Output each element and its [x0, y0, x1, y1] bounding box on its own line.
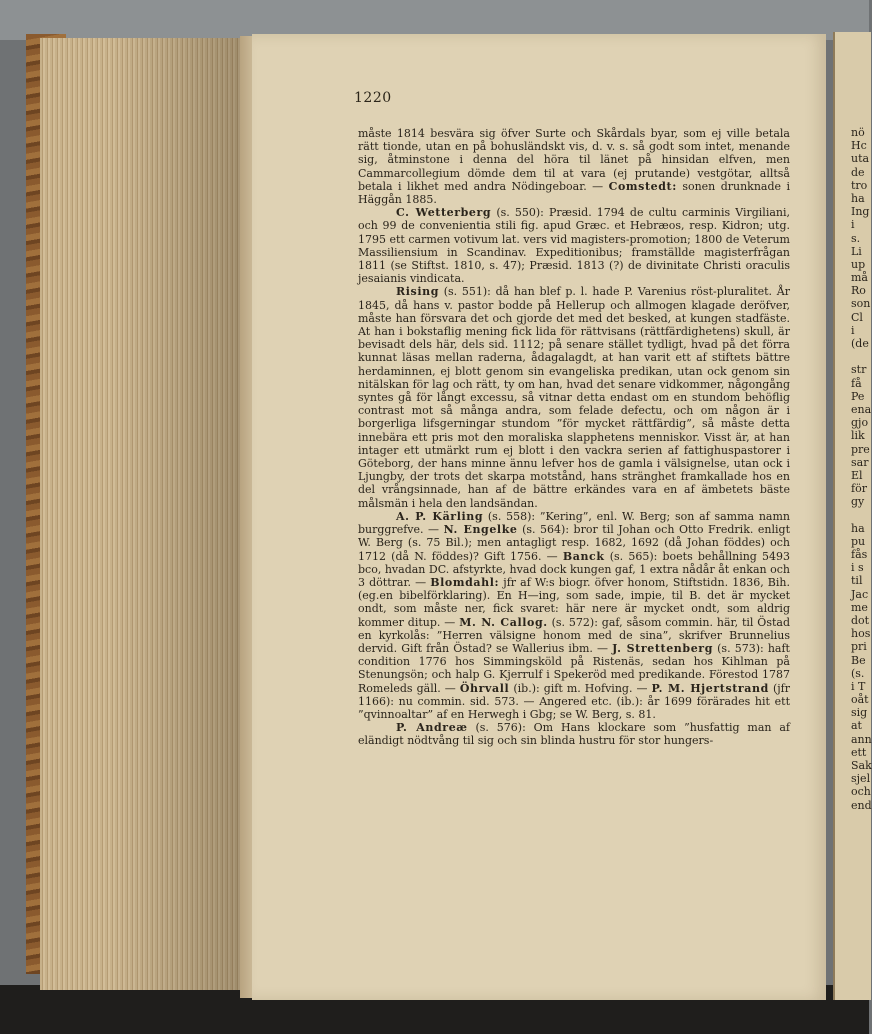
- right-page-fragment: hos: [851, 627, 871, 641]
- right-page-fragment: må: [851, 271, 868, 285]
- right-page-fragment: Be: [851, 653, 866, 667]
- right-page-fragment: Li: [851, 244, 862, 258]
- right-page-fragment: Sak: [851, 759, 872, 772]
- entry-heading: Öhrvall: [459, 681, 510, 695]
- paragraph-text: (s. 550): Præsid. 1794 de cultu carminis Virgiliani, och 99 de convenientia stili fig. apud Græc. et Hebræos, resp. Kidron; utg. 1795 ett carmen votivum lat. vers vid magisters-promotion; 1800 de Veterum Massiliensium in Scandinav. Expeditionibus; framställde magisterfrågan 1811 (se Stiftst. 1810, s. 47); Præsid. 1813 (?) de divinitate Christi oraculis jesaianis vindicata.: [358, 206, 791, 286]
- right-page-fragment: son: [851, 297, 871, 311]
- entry-heading: A. P. Kärling: [396, 509, 484, 523]
- right-page-fragment: (s.: [851, 666, 865, 680]
- right-page-fragment: (de: [851, 337, 869, 350]
- paragraph: [358, 206, 790, 285]
- right-page-fragment: pu: [851, 534, 866, 548]
- right-page-fragment: ha: [851, 521, 865, 535]
- entry-heading: M. N. Callog.: [459, 615, 548, 629]
- paragraph-text: (s. 564): bror til Johan och Otto Fredrik. enligt W. Berg (s. 75 Bil.); men antagligt resp. 1682, 1692 (då Johan föddes) och 1712 (då N. föddes)? Gift 1756. —: [358, 523, 790, 563]
- page-number: 1220: [354, 90, 392, 106]
- right-page-fragment: ha: [851, 191, 865, 205]
- entry-heading: J. Strettenberg: [612, 641, 713, 655]
- page-text-body: [358, 127, 790, 748]
- right-page-fragment: i T: [851, 679, 866, 693]
- right-page-fragment: s.: [851, 231, 861, 245]
- paragraph-text: (s. 576): Om Hans klockare som ”husfattig man af eländigt nödtvång til sig och sin blinda hustru för stor hungers-: [358, 721, 790, 748]
- page-stack-shadow: [110, 38, 240, 990]
- paragraph-text: (s. 573): haft condition 1776 hos Simmingsköld på Ristenäs, sedan hos Kihlman på Stenungsön; och halp G. Kjerrulf i Spekeröd med predikande. Förestod 1787 Romeleds gäll. —: [358, 641, 790, 695]
- right-page-fragment: dot: [851, 613, 870, 627]
- paragraph: [358, 127, 790, 206]
- paragraph: [358, 510, 790, 721]
- right-page-fragment: up: [851, 257, 866, 271]
- entry-heading: Banck: [562, 549, 605, 563]
- right-page-fragment: uta: [851, 152, 870, 166]
- entry-heading: P. M. Hjertstrand: [651, 681, 769, 695]
- right-page-fragment: El: [851, 468, 863, 482]
- right-page-fragment: Jac: [851, 587, 869, 601]
- entry-heading: N. Engelke: [443, 523, 518, 537]
- paragraph-text: (jfr 1166): nu commin. sid. 573. — Angered etc. (ib.): år 1699 förärades hit ett ”qvinnoaltar” af en Herwegh i Gbg; se W. Berg, s. 81.: [358, 681, 791, 721]
- entry-heading: Comstedt:: [608, 179, 677, 193]
- right-page-fragment: til: [851, 574, 863, 588]
- right-page-fragment: få: [851, 376, 862, 390]
- right-page-fragment: sjel: [851, 772, 871, 786]
- right-page-fragment: och: [851, 785, 871, 799]
- right-page-fragment: Ro: [851, 284, 866, 298]
- right-page-fragment: [835, 508, 871, 521]
- right-page-fragment: nö: [851, 126, 865, 139]
- right-page-fragment: pri: [851, 640, 867, 654]
- right-page-fragment: i s: [851, 561, 864, 575]
- entry-heading: C. Wetterberg: [396, 206, 492, 220]
- right-page-fragment: me: [851, 600, 868, 614]
- paragraph-text: sonen drunknade i Häggån 1885.: [358, 179, 790, 207]
- paragraph-text: (s. 551): då han blef p. l. hade P. Varenius röst-pluralitet. År 1845, då hans v. pastor bodde på Hellerup och allmogen klagade deröfver, måste han försvara det och gjorde det med det besked, at kungen stadfäste. At han i bokstaflig mening fick lida för rättvisans (rättfärdighetens) skull, är bevisadt dels här, dels sid. 1112; på senare stället tydligt, hvad på det förra kunnat läsas mellan raderna, ådagalagdt, at han varit ett af stiftets bättre herdaminnen, ej blott genom sin evangeliska predikan, utan ock genom sin nitälskan för lag och rätt, ty om han, hvad det senare vidkommer, någongång syntes gå för långt excessu, så vitnar detta endast om en stundom behöflig contrast mot så många andra, som felade defectu, och om någon är i borgerliga lifsgerningar stundom ”för mycket rättfärdig”, så måste detta innebära ett pris mot den moraliska slapphetens menniskor. Visst är, at han intager ett utmärkt rum ej blott i den vackra serien af fattighuspastorer i Göteborg, der hans minne ännu lefver hos de gamla i välsignelse, utan ock i Ljungby, der trots det skarpa motstånd, hans stränghet framkallade hos en del vrångsinnade, han af de bättre erkändes vara en af ämbetets bäste målsmän i hela den landsändan.: [358, 285, 790, 510]
- right-page-fragment: [835, 350, 871, 363]
- right-page-fragment: oåt: [851, 693, 869, 707]
- entry-heading: Rising: [396, 285, 439, 299]
- right-page-fragment: sig: [851, 706, 868, 720]
- right-page-fragment: tro: [851, 178, 868, 192]
- right-page-fragment: för: [851, 482, 867, 496]
- right-page-fragment: Ing: [851, 205, 870, 219]
- right-page-fragment: i: [851, 323, 855, 337]
- right-page-fragment: lik: [851, 429, 865, 443]
- right-page-fragment: gy: [851, 495, 865, 509]
- right-page-fragment: Pe: [851, 389, 865, 403]
- right-page-fragment: end: [851, 798, 872, 812]
- paragraph-text: (s. 558): ”Kering”, enl. W. Berg; son af samma namn burggrefve. —: [358, 509, 790, 537]
- right-page-fragment: gjo: [851, 416, 869, 430]
- right-page-fragment: ena: [851, 402, 872, 416]
- paragraph: [358, 285, 790, 509]
- right-page-fragment: ann: [851, 732, 872, 746]
- paragraph-text: (ib.): gift m. Hofving. —: [509, 681, 652, 695]
- right-page-fragment: Hc: [851, 139, 867, 153]
- paragraph-text: måste 1814 besvära sig öfver Surte och Skårdals byar, som ej ville betala rätt tionde, utan en på bohusländskt vis, d. v. s. så godt som intet, menande sig, åtminstone i denna del höra til länet på hinsidan elfven, men Cammarcollegium dömde dem til at vara (ej prutande) vestgötar, alltså betala i likhet med andra Nödingeboar. —: [358, 127, 790, 193]
- entry-heading: P. Andreæ: [396, 721, 468, 735]
- right-page-fragment: pre: [851, 442, 870, 456]
- paragraph: [358, 721, 790, 747]
- right-page-fragment: sar: [851, 455, 869, 469]
- right-page-fragment: ett: [851, 745, 867, 759]
- right-page-edge: [833, 32, 871, 1000]
- right-page-fragment: str: [851, 363, 867, 377]
- right-page-fragment: fås: [851, 548, 868, 561]
- paragraph-text: jfr af W:s biogr. öfver honom, Stiftstidn. 1836, Bih. (eg.en bibelförklaring). En H—ing, som sade, impie, til B. det är mycket ondt, som måste ner, fick svaret: här nere är mycket ondt, som aldrig kommer ditup. —: [358, 575, 790, 629]
- right-page-top-margin: [835, 32, 871, 126]
- paragraph-text: (s. 565): boets behållning 5493 bco, hvadan DC. afstyrkte, hvad dock kungen gaf, 1 extra nådår åt enkan och 3 döttrar. —: [358, 549, 790, 589]
- right-page-fragment: i: [851, 218, 855, 232]
- right-page-fragment: Cl: [851, 310, 863, 324]
- entry-heading: Blomdahl:: [430, 575, 500, 589]
- right-page-fragment: de: [851, 165, 865, 179]
- right-page-fragment: at: [851, 719, 862, 733]
- paragraph-text: (s. 572): gaf, såsom commin. här, til Östad en kyrkolås: ”Herren välsigne honom med de sina”, skrifver Brunnelius dervid. Gift från Östad? se Wallerius ibm. —: [358, 615, 790, 655]
